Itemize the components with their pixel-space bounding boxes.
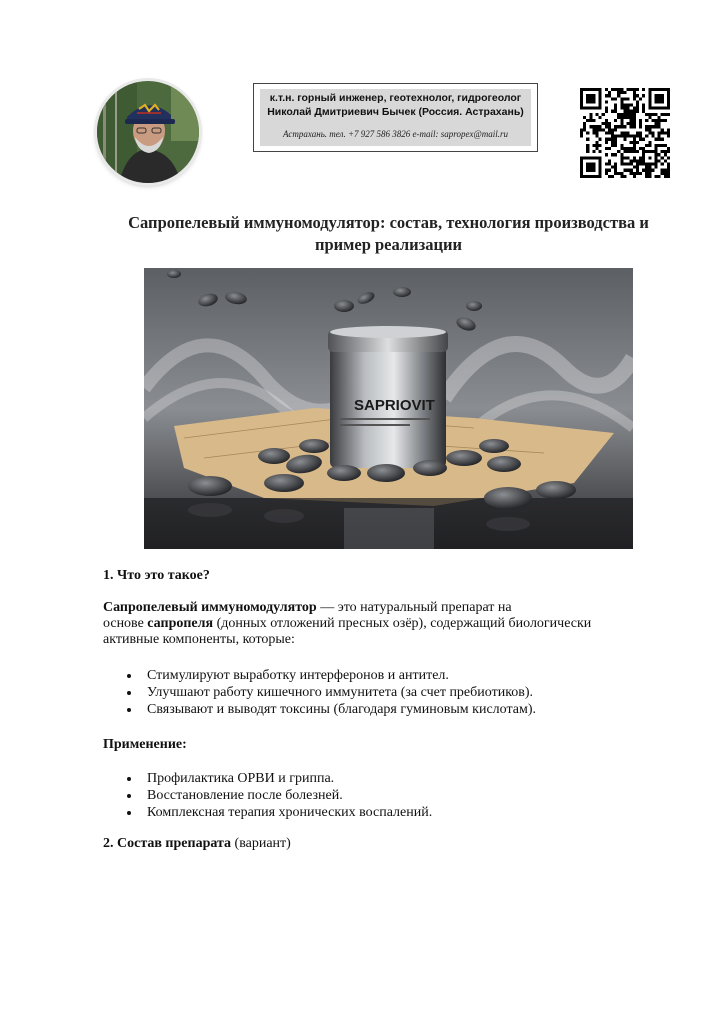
qr-code-icon bbox=[580, 88, 670, 178]
list-item: Комплексная терапия хронических воспалений. bbox=[103, 804, 643, 821]
product-hero-image bbox=[144, 268, 633, 549]
page-title bbox=[100, 212, 677, 256]
list-item: Стимулируют выработку интерферонов и антител. bbox=[103, 667, 643, 684]
author-name: Николай Дмитриевич Бычек (Россия. Астрахань) bbox=[267, 106, 524, 118]
intro-text-2: основе bbox=[103, 616, 148, 631]
author-info-inner bbox=[260, 89, 531, 146]
term-immunomodulator: Сапропелевый иммуномодулятор bbox=[103, 600, 317, 615]
list-item: Связывают и выводят токсины (благодаря гуминовым кислотам). bbox=[103, 701, 643, 718]
section-heading-application: Применение: bbox=[103, 737, 187, 752]
jar-label: SAPRIOVIT bbox=[354, 397, 435, 414]
list-item: Профилактика ОРВИ и гриппа. bbox=[103, 770, 643, 787]
composition-heading-rest: (вариант) bbox=[231, 836, 291, 851]
author-credentials: к.т.н. горный инженер, геотехнолог, гидрогеолог bbox=[269, 92, 522, 104]
list-item: Улучшают работу кишечного иммунитета (за счет пребиотиков). bbox=[103, 684, 643, 701]
intro-text-1: — это натуральный препарат на bbox=[316, 600, 512, 615]
intro-line-3: активные компоненты, которые: bbox=[103, 632, 295, 647]
author-photo bbox=[97, 81, 199, 183]
intro-line-2 bbox=[103, 616, 643, 632]
term-sapropel: сапропеля bbox=[147, 616, 214, 631]
application-list bbox=[103, 770, 643, 821]
intro-text-3: (донных отложений пресных озёр), содержащий биологически bbox=[213, 616, 592, 631]
intro-paragraph bbox=[103, 600, 643, 648]
author-contact: Астрахань. тел. +7 927 586 3826 e-mail: sapropex@mail.ru bbox=[283, 129, 508, 139]
author-info-box bbox=[253, 83, 538, 152]
section-heading-composition bbox=[103, 836, 643, 852]
list-item: Восстановление после болезней. bbox=[103, 787, 643, 804]
intro-line-1 bbox=[103, 600, 643, 616]
section-heading-what-is-it: 1. Что это такое? bbox=[103, 568, 210, 583]
title-line-2: пример реализации bbox=[314, 235, 463, 254]
title-line-1: Сапропелевый иммуномодулятор: состав, технология производства и bbox=[128, 213, 649, 232]
effects-list bbox=[103, 667, 643, 718]
composition-heading-bold: 2. Состав препарата bbox=[103, 836, 232, 851]
